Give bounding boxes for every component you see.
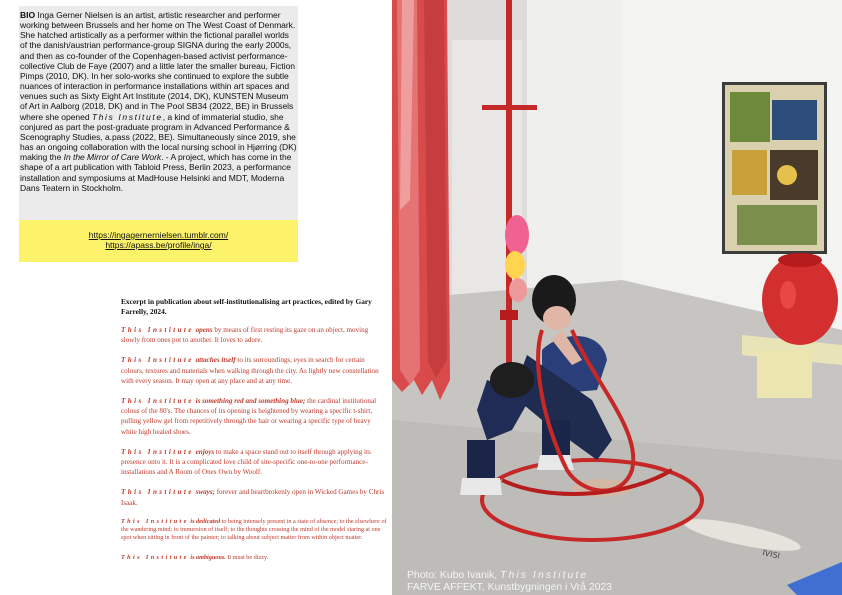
paragraph-verb: enjoys (193, 447, 215, 456)
bio-part-1: Inga Gerner Nielsen is an artist, artistic researcher and performer working between Brussels and her home on The West Coast of Denmark. She hatched artistically as a performer within the fictional parallel worlds of the danish/austrian performance-group SIGNA during the early 2000s, and then as co-founder of the Copenhagen-based activist performance-collective Club de Faye (2007) and a little later the smaller bureau, Fiction Pimps (2010, DK). In her solo-works she continued to explore the subtle nuances of interaction in performance installations within art spaces and venues such as Sixty Eight Art Institute (2014, DK), KUNSTEN Museum of Art in Aalborg (2018, DK) and in The Pool SB34 (2022, BE) in Brussels where she opened (20, 10, 296, 122)
institute-name: This Institute (121, 326, 194, 334)
excerpt-paragraph (121, 487, 387, 507)
institute-name: This Institute (121, 554, 189, 562)
excerpt-paragraph (121, 554, 387, 562)
paragraph-verb: is ambiguous. (188, 554, 226, 562)
apass-profile-link[interactable]: https://apass.be/profile/inga/ (105, 240, 212, 250)
paragraph-verb: is dedicated (188, 517, 221, 525)
caption-title: This Institute (500, 570, 589, 581)
exhibition-photo (392, 0, 842, 595)
institute-name: This Institute (121, 447, 194, 456)
paragraph-verb: sways; (193, 488, 215, 497)
links-section (19, 220, 298, 262)
bio-institute-title: This Institute (91, 111, 163, 122)
tumblr-link[interactable]: https://ingagernernielsen.tumblr.com/ (88, 230, 229, 240)
paragraph-text: to being intensely present in a state of absence; to the elsewhere of the wandering mind; to immersion of itself; to the thoughts crossing the mind of the model staring at one spot when sitting in front of the painter; to talking about subject matter from within object matter. (121, 517, 387, 542)
excerpt-heading: Excerpt in publication about self-institutionalising art practices, edited by Gary Farrelly, 2024. (121, 297, 372, 316)
paragraph-text: the cardinal institutional colous of the 80's. The chances of its opening is heightened by wearing a specific t-shirt, pulling yellow gel from repetitively through the hair or wearing a specific type of heavy white high healed shoes. (121, 397, 377, 436)
institute-name: This Institute (121, 397, 194, 406)
paragraph-text: to make a space stand out to itself through applying its presence onto it. It is a complicated love child of site-specific one-to-one performance-installations and A Room of Ones Own by Woolf. (121, 447, 371, 477)
svg-text:IVISI: IVISI (761, 548, 781, 561)
paragraph-text: forever and heartbrokenly open in Wicked Games by Chris Isaak. (121, 488, 385, 507)
bio-part-2: , a kind of immaterial studio, she conjured as part the post-graduate program in Advanced Performance & Scenography Studies, a.pass (2022, BE). Simultaneously since 2019, she has an ongoing collaboration with the local nursing school in Hjørring (DK) making the (20, 111, 297, 163)
excerpt-section (121, 297, 387, 574)
paragraph-text: to its surroundings, eyes in search for certain colours, textures and materials when walking through the city. As lightly new constellation with every season. It may open at any place and at any time. (121, 356, 379, 385)
excerpt-paragraph (121, 355, 387, 386)
exhibition-scene (392, 0, 842, 595)
caption-line-2: FARVE AFFEKT, Kunstbygningen i Vrå 2023 (407, 582, 613, 593)
institute-name: This Institute (121, 356, 194, 365)
paragraph-verb: is something red and something blue; (193, 397, 306, 406)
paragraph-text: by means of first resting its gaze on an object, moving slowly from ones pot to another. It loves to adore. (121, 326, 369, 345)
institute-name: This Institute (121, 488, 194, 497)
caption-credit: Photo: Kubo Ivanik, (407, 570, 500, 581)
excerpt-paragraph (121, 325, 387, 345)
paragraph-verb: attaches itself (193, 356, 236, 365)
caption-line-1 (407, 570, 612, 582)
excerpt-paragraph (121, 447, 387, 478)
excerpt-paragraph (121, 396, 387, 437)
photo-caption (407, 570, 612, 594)
paragraph-text: It must be dizzy. (225, 554, 269, 562)
bio-text (19, 10, 298, 193)
bio-project-title: In the Mirror of Care Work (63, 152, 162, 163)
institute-name: This Institute (121, 517, 189, 525)
bio-part-3: . - A project, which has come in the shape of a art publication with Tabloid Press, Berlin 2023, a performance installation and symposiums at MadHouse Helsinki and MDT, Moderna Dans Teatern in Stockholm. (20, 152, 292, 193)
bio-section (19, 6, 298, 220)
bio-label: BIO (20, 10, 36, 20)
excerpt-paragraph (121, 518, 387, 542)
paragraph-verb: opens (193, 326, 213, 334)
